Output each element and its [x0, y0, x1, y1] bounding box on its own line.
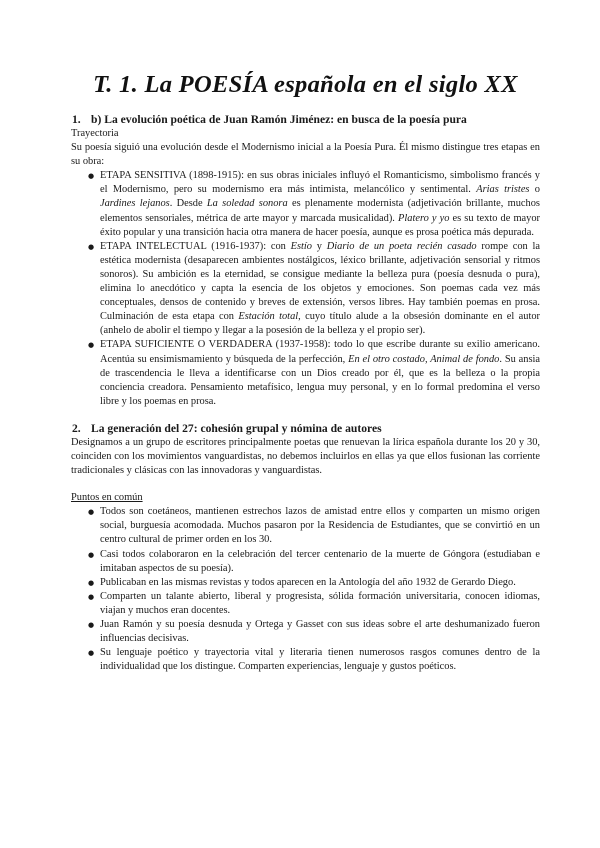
list-item: ● Casi todos colaboraron en la celebración del tercer centenario de la muerte de Góngora (estudiaban e imitaban aspectos de su poesía).: [100, 548, 540, 576]
section-2-title: La generación del 27: cohesión grupal y nómina de autores: [91, 421, 382, 435]
section-1-list: [71, 169, 540, 409]
section-1-heading: [72, 112, 540, 127]
list-item: ● Todos son coetáneos, mantienen estrechos lazos de amistad entre ellos y comparten un mismo origen social, burguesía acomodada. Muchos pasaron por la Residencia de Estudiantes, que se convirtió en un centro cultural de primer orden en los 30.: [100, 505, 540, 547]
list-item: ● Su lenguaje poético y trayectoria vital y literaria tienen numerosos rasgos comunes dentro de la individualidad que los distingue. Comparten experiencias, lenguaje y gustos poéticos.: [100, 646, 540, 674]
list-item: ● Comparten un talante abierto, liberal y progresista, sólida formación universitaria, conocen idiomas, viajan y muchos eran docentes.: [100, 590, 540, 618]
section-2-list: [71, 505, 540, 674]
section-2-number: 2.: [72, 421, 81, 435]
spacer: [71, 478, 540, 491]
list-item-etapa-suficiente: ● ETAPA SUFICIENTE O VERDADERA (1937-1958): todo lo que escribe durante su exilio americano. Acentúa su ensimismamiento y búsqueda de la perfección, En el otro costado, Animal de fondo. Su ansia de trascendencia le lleva a identificarse con un Dios creado por él, que es la belleza o la propia conciencia creadora. Pensamiento metafísico, lengua muy personal, y en lo formal predomina el verso libre y los poemas en prosa.: [100, 338, 540, 408]
section-2-intro: Designamos a un grupo de escritores principalmente poetas que renuevan la lírica española durante los 20 y 30, coinciden con los movimientos vanguardistas, no debemos incluirlos en ellas ya que ellos fusionan las corriente tradicionales y clásicas con las innovadoras y vanguardistas.: [71, 436, 540, 477]
section-2-heading: [72, 421, 540, 436]
section-2-subheading: Puntos en común: [71, 492, 143, 504]
list-item: ● Publicaban en las mismas revistas y todos aparecen en la Antología del año 1932 de Gerardo Diego.: [100, 576, 540, 590]
list-item-etapa-intelectual: ● ETAPA INTELECTUAL (1916-1937): con Estío y Diario de un poeta recién casado rompe con la estética modernista (desaparecen ambientes nostálgicos, léxico brillante, adjetivación sensorial y ritmos sonoros). Su ambición es la eternidad, se consigue mediante la belleza pura (poesía desnuda o pura), elimina lo anecdótico y capta la esencia de los objetos y emociones. Son poemas cada vez más conceptuales, densos de contenido y breves de extensión, versos libres. Hay también poemas en prosa. Culminación de esta etapa con Estación total, cuyo título alude a la obsesión dominante en el autor (anhelo de abolir el tiempo y llegar a la posesión de la belleza y el propio ser).: [100, 240, 540, 339]
list-item: ● Juan Ramón y su poesía desnuda y Ortega y Gasset con sus ideas sobre el arte deshumanizado fueron influencias decisivas.: [100, 618, 540, 646]
section-1-number: 1.: [72, 113, 81, 126]
section-1-subheading: Trayectoria: [71, 128, 119, 139]
section-1-title: b) La evolución poética de Juan Ramón Jiménez: en busca de la poesía pura: [91, 113, 467, 126]
section-1-intro: Su poesía siguió una evolución desde el Modernismo inicial a la Poesía Pura. Él mismo distingue tres etapas en su obra:: [71, 142, 540, 168]
list-item-etapa-sensitiva: ● ETAPA SENSITIVA (1898-1915): en sus obras iniciales influyó el Romanticismo, simbolismo francés y el Modernismo, pero su modernismo era más intimista, melancólico y sentimental. Arias tristes o Jardines lejanos. Desde La soledad sonora es plenamente modernista (adjetivación brillante, muchos elementos sensoriales, métrica de arte mayor y marcada musicalidad). Platero y yo es su texto de mayor éxito popular y una transición hacia otra manera de hacer poesía, aunque es prosa poética más depurada.: [100, 169, 540, 239]
page-title: T. 1. La POESÍA española en el siglo XX: [93, 71, 518, 98]
